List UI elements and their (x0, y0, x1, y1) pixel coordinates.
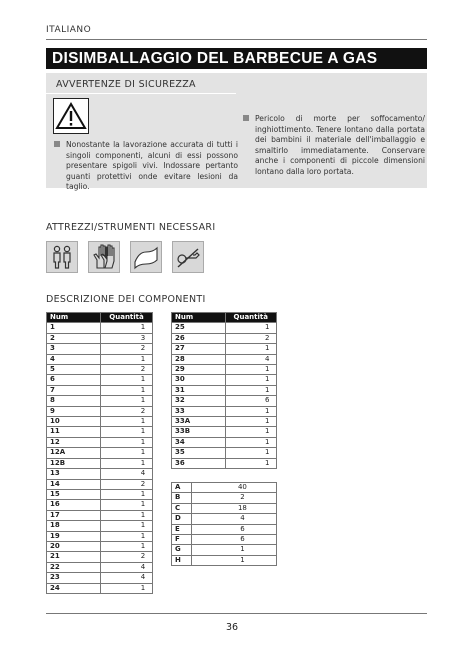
table-row (47, 333, 153, 343)
table-row (172, 448, 277, 458)
component-quantity: 18 (191, 503, 276, 513)
table-row (47, 448, 153, 458)
component-number: 3 (47, 344, 101, 354)
component-quantity: 1 (191, 555, 276, 565)
component-quantity: 1 (101, 354, 153, 364)
table-row (172, 555, 277, 565)
component-number: 6 (47, 375, 101, 385)
table-row (47, 344, 153, 354)
component-quantity: 1 (101, 448, 153, 458)
table-row (47, 458, 153, 468)
component-number: 26 (172, 333, 226, 343)
component-quantity: 1 (101, 521, 153, 531)
component-quantity: 3 (101, 333, 153, 343)
table-row (172, 545, 277, 555)
component-quantity: 1 (225, 448, 276, 458)
component-number: C (172, 503, 192, 513)
component-quantity: 1 (101, 500, 153, 510)
component-number: 33A (172, 417, 226, 427)
components-table-3 (171, 482, 277, 566)
component-quantity: 4 (101, 469, 153, 479)
table-row (172, 385, 277, 395)
component-quantity: 1 (101, 427, 153, 437)
component-number: 1 (47, 323, 101, 333)
component-quantity: 1 (225, 458, 276, 468)
component-quantity: 1 (101, 510, 153, 520)
component-quantity: 1 (225, 427, 276, 437)
component-number: 28 (172, 354, 226, 364)
component-number: 31 (172, 385, 226, 395)
component-number: 19 (47, 531, 101, 541)
component-number: 24 (47, 583, 101, 593)
component-number: 4 (47, 354, 101, 364)
table-row (47, 583, 153, 593)
component-number: 13 (47, 469, 101, 479)
component-quantity: 1 (101, 531, 153, 541)
component-quantity: 1 (101, 541, 153, 551)
component-number: 32 (172, 396, 226, 406)
no-tools-icon (172, 241, 204, 273)
component-quantity: 6 (191, 535, 276, 545)
table-row (47, 510, 153, 520)
component-quantity: 1 (191, 545, 276, 555)
table-row (47, 552, 153, 562)
component-quantity: 2 (101, 365, 153, 375)
component-number: D (172, 514, 192, 524)
component-number: 5 (47, 365, 101, 375)
component-number: G (172, 545, 192, 555)
page-number: 36 (226, 622, 239, 633)
warning-triangle-icon (53, 98, 89, 134)
component-number: F (172, 535, 192, 545)
component-quantity: 1 (101, 396, 153, 406)
table-row (47, 427, 153, 437)
component-quantity: 2 (101, 344, 153, 354)
component-number: 7 (47, 385, 101, 395)
component-quantity: 2 (101, 552, 153, 562)
table-row (172, 458, 277, 468)
component-quantity: 1 (225, 323, 276, 333)
component-quantity: 1 (101, 375, 153, 385)
safety-text-left: Nonostante la lavorazione accurata di tutti i singoli componenti, alcuni di essi possono presentare spigoli vivi. Indossare pertanto guanti protettivi onde evitare lesioni da taglio. (54, 140, 238, 193)
safety-heading: AVVERTENZE DI SICUREZZA (56, 79, 196, 90)
component-number: 35 (172, 448, 226, 458)
component-quantity: 1 (225, 406, 276, 416)
component-quantity: 1 (225, 385, 276, 395)
cloth-icon (130, 241, 162, 273)
component-quantity: 2 (191, 493, 276, 503)
table-row (47, 500, 153, 510)
table-row (47, 365, 153, 375)
table-row (47, 531, 153, 541)
component-number: 30 (172, 375, 226, 385)
component-number: 23 (47, 573, 101, 583)
component-number: 33B (172, 427, 226, 437)
table-row (47, 521, 153, 531)
component-quantity: 4 (191, 514, 276, 524)
component-number: H (172, 555, 192, 565)
component-number: 12 (47, 437, 101, 447)
component-number: 14 (47, 479, 101, 489)
component-number: E (172, 524, 192, 534)
table-row (172, 535, 277, 545)
bullet-icon (243, 115, 249, 121)
table-row (47, 396, 153, 406)
component-number: 2 (47, 333, 101, 343)
component-number: 22 (47, 562, 101, 572)
table-row (172, 406, 277, 416)
component-quantity: 1 (225, 344, 276, 354)
table-row (172, 514, 277, 524)
table-row (47, 562, 153, 572)
bullet-icon (54, 141, 60, 147)
component-number: 29 (172, 365, 226, 375)
table-row (47, 541, 153, 551)
table-row (47, 469, 153, 479)
component-quantity: 4 (101, 562, 153, 572)
table-row (172, 354, 277, 364)
component-quantity: 1 (101, 583, 153, 593)
component-quantity: 1 (101, 458, 153, 468)
component-number: 36 (172, 458, 226, 468)
table-row (172, 344, 277, 354)
component-number: 21 (47, 552, 101, 562)
component-number: 18 (47, 521, 101, 531)
component-number: 15 (47, 489, 101, 499)
component-quantity: 1 (101, 385, 153, 395)
component-number: 10 (47, 417, 101, 427)
component-quantity: 6 (191, 524, 276, 534)
table-row (172, 396, 277, 406)
table-row (172, 333, 277, 343)
component-number: 20 (47, 541, 101, 551)
component-number: 25 (172, 323, 226, 333)
safety-divider (46, 93, 236, 94)
col-header-qty: Quantità (101, 313, 153, 323)
component-number: 34 (172, 437, 226, 447)
gloves-icon (88, 241, 120, 273)
table-row (47, 417, 153, 427)
component-number: 12A (47, 448, 101, 458)
table-row (172, 417, 277, 427)
component-number: 33 (172, 406, 226, 416)
component-number: 17 (47, 510, 101, 520)
component-quantity: 1 (101, 489, 153, 499)
component-quantity: 1 (225, 365, 276, 375)
table-row (172, 427, 277, 437)
tools-heading: ATTREZZI/STRUMENTI NECESSARI (46, 222, 216, 233)
table-row (172, 365, 277, 375)
component-number: A (172, 483, 192, 493)
table-row (172, 483, 277, 493)
component-quantity: 1 (101, 437, 153, 447)
component-quantity: 1 (101, 417, 153, 427)
table-row (172, 524, 277, 534)
col-header-num: Num (47, 313, 101, 323)
table-row (172, 503, 277, 513)
safety-text-right: Pericolo di morte per soffocamento/ inghiottimento. Tenere lontano dalla portata dei bambini il materiale dell'imballaggio e smaltirlo immediatamente. Conservare anche i componenti di piccole dimensioni lontano dalla loro portata. (243, 114, 425, 178)
components-table-1 (46, 312, 153, 594)
table-row (47, 406, 153, 416)
component-number: 9 (47, 406, 101, 416)
component-quantity: 40 (191, 483, 276, 493)
table-row (47, 385, 153, 395)
table-row (47, 323, 153, 333)
component-number: 12B (47, 458, 101, 468)
table-row (172, 375, 277, 385)
component-number: 8 (47, 396, 101, 406)
component-quantity: 1 (101, 323, 153, 333)
col-header-num: Num (172, 313, 226, 323)
col-header-qty: Quantità (225, 313, 276, 323)
two-people-icon (46, 241, 78, 273)
table-row (47, 489, 153, 499)
language-label: ITALIANO (46, 25, 427, 40)
components-heading: DESCRIZIONE DEI COMPONENTI (46, 294, 206, 305)
page-title: DISIMBALLAGGIO DEL BARBECUE A GAS (46, 48, 427, 69)
component-number: B (172, 493, 192, 503)
component-quantity: 1 (225, 417, 276, 427)
table-row (47, 573, 153, 583)
table-row (47, 354, 153, 364)
component-quantity: 2 (101, 406, 153, 416)
table-row (47, 375, 153, 385)
components-table-2 (171, 312, 277, 469)
table-row (47, 437, 153, 447)
component-number: 16 (47, 500, 101, 510)
component-quantity: 4 (225, 354, 276, 364)
component-quantity: 2 (101, 479, 153, 489)
component-quantity: 6 (225, 396, 276, 406)
table-row (47, 479, 153, 489)
component-number: 27 (172, 344, 226, 354)
component-quantity: 4 (101, 573, 153, 583)
footer-divider (46, 613, 427, 614)
table-row (172, 493, 277, 503)
table-row (172, 323, 277, 333)
component-number: 11 (47, 427, 101, 437)
component-quantity: 1 (225, 437, 276, 447)
component-quantity: 1 (225, 375, 276, 385)
component-quantity: 2 (225, 333, 276, 343)
table-row (172, 437, 277, 447)
